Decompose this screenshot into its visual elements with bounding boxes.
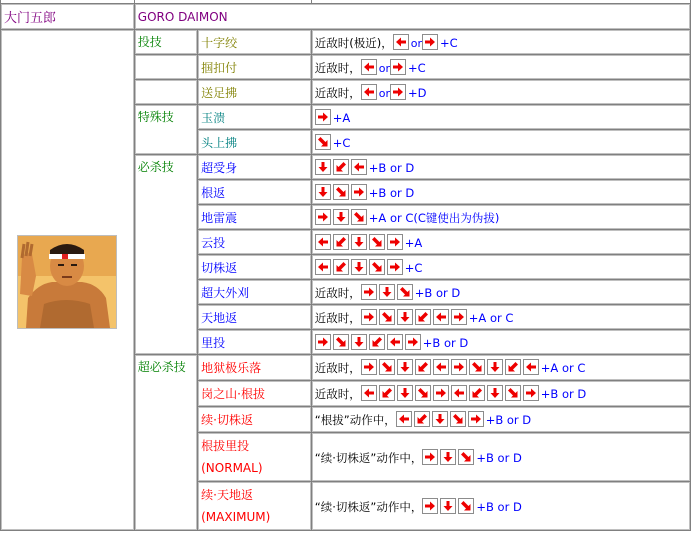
move-name-cell: [198, 407, 311, 432]
command-condition: “根拔”动作中，: [314, 413, 396, 427]
arrow-down-icon: [440, 449, 456, 465]
command-button-text: +A: [404, 236, 423, 250]
move-name: 十字绞: [201, 35, 238, 50]
command-or-text: or: [410, 36, 423, 50]
move-name: 天地返: [201, 310, 238, 325]
command-condition: 近敌时，: [314, 285, 361, 300]
command-cell: [312, 355, 690, 380]
command-button-text: +C: [408, 60, 426, 75]
arrow-right-icon: [433, 385, 449, 401]
arrow-down-right-icon: [369, 259, 385, 275]
command-cell: [312, 433, 690, 481]
command-button-text: +B or D: [422, 336, 469, 350]
move-name-cell: [198, 280, 311, 304]
arrow-right-icon: [361, 284, 377, 300]
arrow-right-icon: [523, 385, 539, 401]
arrow-left-icon: [396, 411, 412, 427]
move-name-cell: [198, 130, 311, 154]
command-condition: 近敌时，: [314, 361, 361, 375]
arrow-down-icon: [315, 184, 331, 200]
move-mode: (MAXIMUM): [201, 510, 271, 524]
move-name: 续·切株返: [201, 413, 253, 427]
category-label: 投技: [135, 30, 197, 54]
move-mode: (NORMAL): [201, 461, 263, 475]
category-empty-cell: [135, 80, 197, 104]
command-button-text: +B or D: [368, 161, 415, 175]
arrow-down-right-icon: [450, 411, 466, 427]
arrow-left-icon: [315, 259, 331, 275]
arrow-right-icon: [315, 334, 331, 350]
arrow-down-icon: [351, 259, 367, 275]
arrow-down-right-icon: [397, 284, 413, 300]
command-button-text: +A or C(C键使出为伪拔): [368, 210, 500, 225]
move-name: 玉溃: [201, 110, 226, 125]
move-name-cell: [198, 80, 311, 104]
arrow-right-icon: [390, 59, 406, 75]
arrow-right-icon: [387, 234, 403, 250]
arrow-right-icon: [451, 309, 467, 325]
command-condition: 近敌时，: [314, 85, 361, 100]
move-name-cell: [198, 355, 311, 380]
arrow-down-icon: [397, 385, 413, 401]
arrow-right-icon: [422, 498, 438, 514]
move-name-cell: [198, 230, 311, 254]
arrow-down-left-icon: [379, 385, 395, 401]
arrow-down-right-icon: [351, 209, 367, 225]
arrow-down-left-icon: [415, 309, 431, 325]
portrait-cell: [1, 30, 134, 530]
arrow-down-right-icon: [333, 334, 349, 350]
command-button-text: +C: [440, 35, 458, 50]
arrow-right-icon: [361, 359, 377, 375]
arrow-down-left-icon: [505, 359, 521, 375]
arrow-down-icon: [397, 309, 413, 325]
arrow-right-icon: [390, 84, 406, 100]
arrow-down-icon: [333, 209, 349, 225]
arrow-down-icon: [351, 334, 367, 350]
arrow-down-icon: [432, 411, 448, 427]
arrow-left-icon: [523, 359, 539, 375]
move-name-cell: [198, 381, 311, 406]
header-row: [1, 4, 690, 29]
command-button-text: +B or D: [540, 387, 587, 401]
command-button-text: +B or D: [476, 450, 522, 465]
move-name: 岗之山·根拔: [201, 387, 265, 401]
category-label: 特殊技: [135, 105, 197, 154]
move-name: 续·天地返: [201, 488, 253, 502]
move-name-cell: [198, 255, 311, 279]
arrow-right-icon: [387, 259, 403, 275]
move-name-cell: [198, 433, 311, 481]
arrow-down-left-icon: [414, 411, 430, 427]
category-label: 超必杀技: [135, 355, 197, 530]
arrow-down-right-icon: [379, 359, 395, 375]
arrow-left-icon: [433, 359, 449, 375]
command-button-text: +A: [332, 111, 351, 125]
command-condition: 近敌时，: [314, 60, 361, 75]
command-cell: [312, 330, 690, 354]
command-cell: [312, 255, 690, 279]
arrow-left-icon: [393, 34, 409, 50]
arrow-left-icon: [451, 385, 467, 401]
command-condition: “续·切株返”动作中，: [314, 450, 423, 465]
character-name: 大门五郎: [1, 4, 134, 29]
arrow-down-right-icon: [469, 359, 485, 375]
arrow-down-icon: [487, 359, 503, 375]
arrow-right-icon: [468, 411, 484, 427]
arrow-down-icon: [351, 234, 367, 250]
command-cell: [312, 482, 690, 530]
command-cell: [312, 105, 690, 129]
arrow-right-icon: [315, 109, 331, 125]
arrow-down-right-icon: [315, 134, 331, 150]
move-name: 根拔里投: [201, 439, 250, 453]
move-name: 根返: [201, 185, 226, 200]
command-button-text: +B or D: [476, 499, 522, 514]
command-condition: 近敌时，: [314, 387, 361, 401]
command-cell: [312, 407, 690, 432]
top-spacer-row: [1, 0, 690, 3]
move-name: 送足拂: [201, 85, 238, 100]
fighter-portrait-icon: [17, 235, 117, 329]
arrow-down-icon: [379, 284, 395, 300]
command-cell: [312, 55, 690, 79]
move-name: 切株返: [201, 260, 238, 275]
command-cell: [312, 230, 690, 254]
command-condition: 近敌时，: [314, 310, 361, 325]
arrow-right-icon: [315, 209, 331, 225]
move-name: 头上拂: [201, 135, 238, 150]
arrow-down-left-icon: [333, 159, 349, 175]
command-cell: [312, 381, 690, 406]
arrow-down-right-icon: [333, 184, 349, 200]
arrow-down-right-icon: [505, 385, 521, 401]
move-name: 超受身: [201, 160, 238, 175]
arrow-left-icon: [361, 385, 377, 401]
arrow-down-right-icon: [458, 498, 474, 514]
command-or-text: or: [378, 61, 391, 75]
arrow-down-left-icon: [333, 234, 349, 250]
arrow-down-icon: [315, 159, 331, 175]
command-condition: 近敌时(极近)，: [314, 35, 393, 50]
command-button-text: +B or D: [414, 285, 461, 300]
arrow-left-icon: [433, 309, 449, 325]
move-name-cell: [198, 30, 311, 54]
command-button-text: +C: [332, 136, 351, 150]
move-name-cell: [198, 55, 311, 79]
arrow-left-icon: [361, 59, 377, 75]
command-cell: [312, 305, 690, 329]
move-row: [1, 30, 690, 54]
move-name-cell: [198, 305, 311, 329]
arrow-down-icon: [487, 385, 503, 401]
command-cell: [312, 80, 690, 104]
arrow-down-right-icon: [415, 385, 431, 401]
arrow-right-icon: [361, 309, 377, 325]
arrow-left-icon: [351, 159, 367, 175]
arrow-down-left-icon: [333, 259, 349, 275]
move-name-cell: [198, 105, 311, 129]
category-empty-cell: [135, 55, 197, 79]
command-cell: [312, 130, 690, 154]
command-button-text: +A or C: [540, 361, 586, 375]
arrow-down-left-icon: [415, 359, 431, 375]
command-cell: [312, 280, 690, 304]
arrow-left-icon: [361, 84, 377, 100]
move-name: 超大外刈: [201, 285, 250, 300]
move-name: 掴扣付: [201, 60, 238, 75]
arrow-right-icon: [451, 359, 467, 375]
move-name: 云投: [201, 235, 226, 250]
command-condition: “续·切株返”动作中，: [314, 499, 423, 514]
command-cell: [312, 30, 690, 54]
arrow-down-icon: [440, 498, 456, 514]
move-name-cell: [198, 330, 311, 354]
move-name: 地雷震: [201, 210, 238, 225]
arrow-down-right-icon: [458, 449, 474, 465]
character-english-name: GORO DAIMON: [135, 4, 690, 29]
arrow-right-icon: [351, 184, 367, 200]
command-button-text: +D: [408, 85, 427, 100]
command-cell: [312, 180, 690, 204]
move-name: 里投: [201, 335, 226, 350]
move-name-cell: [198, 155, 311, 179]
arrow-right-icon: [405, 334, 421, 350]
arrow-down-left-icon: [469, 385, 485, 401]
command-cell: [312, 155, 690, 179]
arrow-right-icon: [422, 34, 438, 50]
arrow-down-left-icon: [369, 334, 385, 350]
move-name: 地狱极乐落: [201, 361, 262, 375]
command-button-text: +B or D: [485, 413, 532, 427]
command-button-text: +C: [404, 261, 423, 275]
arrow-left-icon: [387, 334, 403, 350]
category-label: 必杀技: [135, 155, 197, 354]
command-cell: [312, 205, 690, 229]
command-or-text: or: [378, 86, 391, 100]
arrow-left-icon: [315, 234, 331, 250]
command-button-text: +B or D: [368, 186, 415, 200]
arrow-down-right-icon: [369, 234, 385, 250]
move-name-cell: [198, 482, 311, 530]
arrow-right-icon: [422, 449, 438, 465]
move-name-cell: [198, 205, 311, 229]
move-name-cell: [198, 180, 311, 204]
arrow-down-icon: [397, 359, 413, 375]
arrow-down-right-icon: [379, 309, 395, 325]
command-button-text: +A or C: [468, 310, 514, 325]
